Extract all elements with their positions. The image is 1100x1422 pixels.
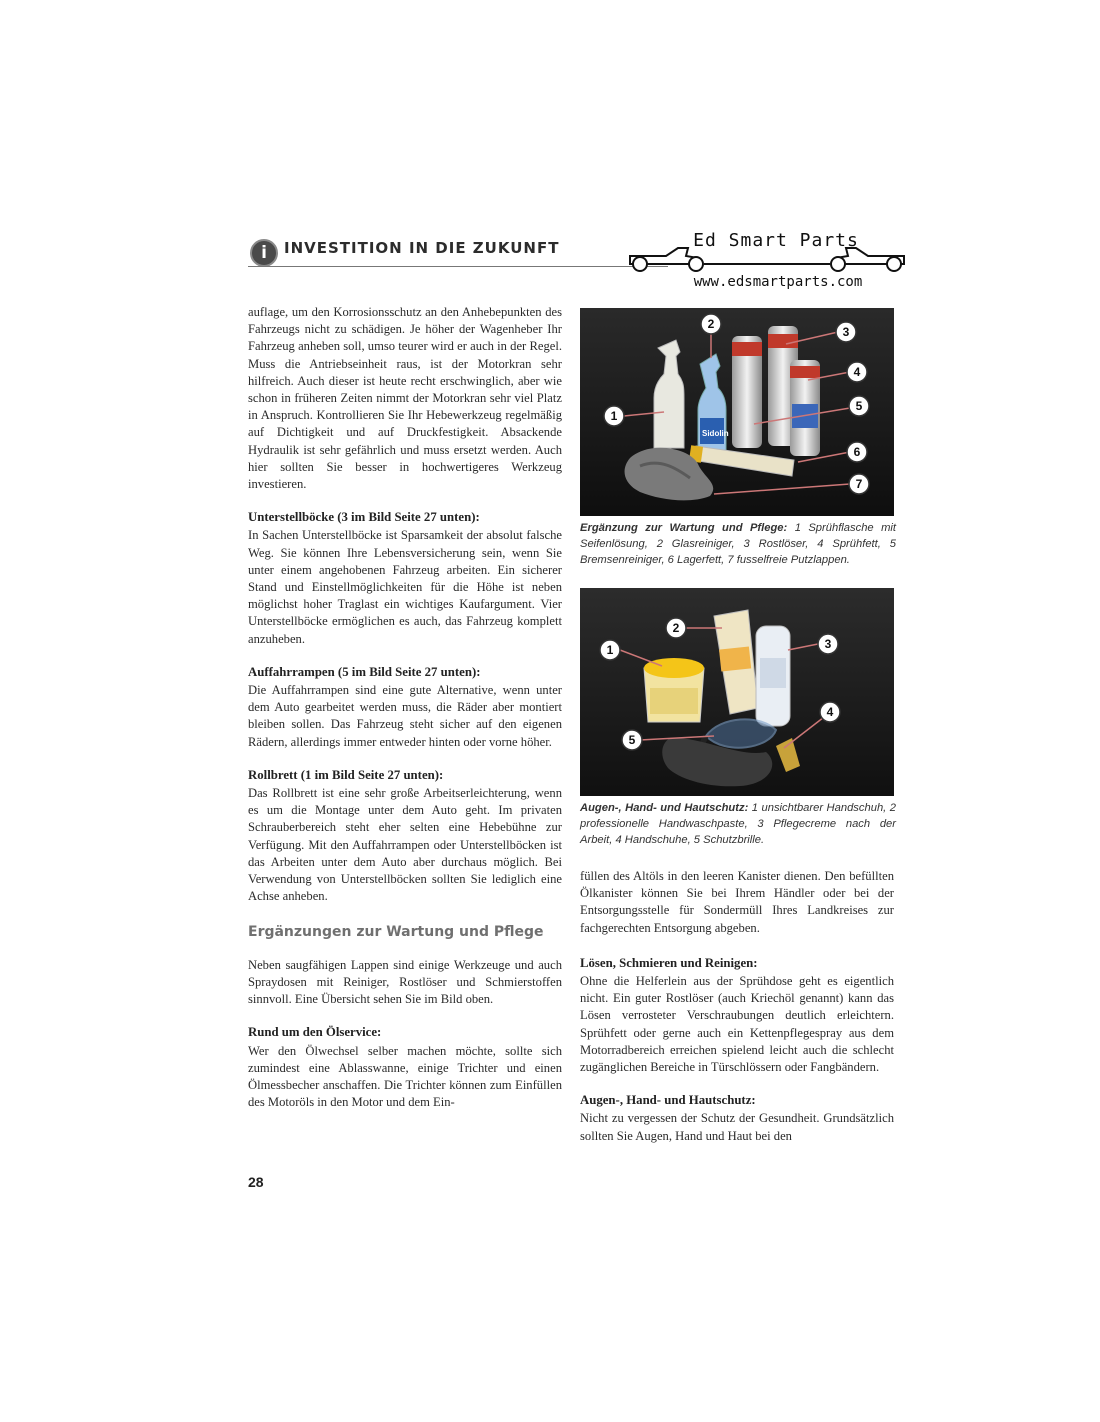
- page-header: [248, 230, 908, 296]
- caption-1-title: Ergänzung zur Wartung und Pflege:: [580, 522, 788, 534]
- callout-1: 1: [606, 643, 614, 657]
- logo-url: www.edsmartparts.com: [693, 274, 863, 290]
- subsection-title: Ergänzungen zur Wartung und Pflege: [248, 923, 544, 940]
- caption-2-text: 1 unsichtbarer Handschuh, 2 professionelle Handwaschpaste, 3 Pflegecreme nach der Arbeit, 4 Handschuhe, 5 Schutzbrille.: [580, 802, 896, 846]
- photo-protection-products: [580, 588, 894, 796]
- paragraph-unterstellboecke: In Sachen Unterstellböcke ist Sparsamkeit der absolut falsche Weg. Sie können Ihre Lebensversicherung sein, wenn Sie unter einem angehobenen Fahrzeug arbeiten. Ein sicherer Stand und Einstellmöglichkeiten für die Höhe ist neben möglichst hoher Traglast ein wichtiges Kaufargument. Vier Unterstellböcke ermöglichen es auch, das Fahrzeug komplett anzuheben.: [248, 528, 562, 646]
- paragraph-altoel: füllen des Altöls in den leeren Kanister dienen. Den befüllten Ölkanister können Sie bei Ihrem Händler oder bei der Entsorgungsstelle für Sondermüll Ihres Landkreises zur fachgerechten Entsorgung abgeben.: [580, 869, 894, 935]
- heading-oelservice: Rund um den Ölservice:: [248, 1025, 382, 1040]
- callout-5: 5: [628, 733, 636, 747]
- caption-2-title: Augen-, Hand- und Hautschutz:: [580, 802, 749, 814]
- callout-6: 6: [853, 445, 861, 459]
- paragraph-oelservice: Wer den Ölwechsel selber machen möchte, sollte sich zumindest eine Ablasswanne, einige Trichter und einen Ölmessbecher anschaffen. Die Trichter können zum Einfüllen des Motoröls in den Motor und dem Ein-: [248, 1043, 562, 1110]
- callout-3: 3: [842, 325, 850, 339]
- callout-4: 4: [826, 705, 834, 719]
- heading-schutz: Augen-, Hand- und Hautschutz:: [580, 1093, 756, 1108]
- callout-5: 5: [855, 399, 863, 413]
- caption-1-text: 1 Sprühflasche mit Seifenlösung, 2 Glasreiniger, 3 Rostlöser, 4 Sprühfett, 5 Bremsenreiniger, 6 Lagerfett, 7 fusselfreie Putzlappen.: [580, 522, 896, 566]
- paragraph-ergaenzungen: Neben saugfähigen Lappen sind einige Werkzeuge und auch Spraydosen mit Reiniger, Rostlöser und Schmierstoffen sinnvoll. Eine Übersicht sehen Sie im Bild oben.: [248, 957, 562, 1007]
- paragraph-loesen-schmieren: Ohne die Helferlein aus der Sprühdose geht es eigentlich nicht. Ein guter Rostlöser (auch Kriechöl genannt) kann das Lösen verrosteter Verschraubungen deutlich erleichtern. Sprühfett oder gerne auch ein Kettenpflegespray aus dem Motorradbereich erreichen spielend leicht auch die schlecht zugänglichen Bereiche in Türschlössern oder Fangbändern.: [580, 974, 894, 1075]
- watermark-logo: [626, 228, 908, 294]
- paragraph-auffahrrampen: Die Auffahrrampen sind eine gute Alternative, wenn unter dem Auto gearbeitet werden muss, die Räder aber montiert bleiben sollen. Das Fahrzeug steht sicher auf den eigenen Rädern, allerdings immer entweder hinten oder vorne höher.: [248, 683, 562, 749]
- header-rule: [248, 266, 668, 267]
- paragraph-rollbrett: Das Rollbrett ist eine sehr große Arbeitserleichterung, wenn es um die Montage unter dem Auto geht. Im privaten Schrauberbereich steht eher selten eine Hebebühne zur Verfügung. Mit den Auffahrrampen oder Unterstellböcken ist das Arbeiten unter dem Auto aber durchaus möglich. Bei Verwendung von Unterstellböcken sollten Sie lediglich eine Achse anheben.: [248, 786, 562, 904]
- heading-loesen-schmieren: Lösen, Schmieren und Reinigen:: [580, 955, 758, 970]
- callout-7: 7: [855, 477, 863, 491]
- paragraph-intro: auflage, um den Korrosionsschutz an den Anhebepunkten des Fahrzeugs nicht zu schädigen. Je höher der Wagenheber Ihr Fahrzeug anheben soll, umso teurer wird er auch in der Regel. Muss die Antriebseinheit raus, ist der Motorkran sehr hilfreich. Auch dieser ist heute recht erschwinglich, aber wie schon in früheren Zeiten nimmt der Motorkran sehr viel Platz in Anspruch. Kontrollieren Sie Ihr Hebewerkzeug regelmäßig auf Dichtigkeit und auf Druckfestigkeit. Absackende Hydraulik ist sehr gefährlich und muss ersetzt werden. Auch hier sollten Sie besser in hochwertigeres Werkzeug investieren.: [248, 305, 562, 492]
- right-column: [580, 868, 894, 1145]
- info-icon: i: [250, 239, 278, 267]
- callout-1: 1: [610, 409, 618, 423]
- callout-2: 2: [672, 621, 680, 635]
- callout-3: 3: [824, 637, 832, 651]
- callout-4: 4: [853, 365, 861, 379]
- caption-photo-2: [580, 800, 896, 848]
- caption-photo-1: [580, 520, 896, 568]
- logo-title: Ed Smart Parts: [693, 230, 859, 251]
- section-title: INVESTITION IN DIE ZUKUNFT: [284, 239, 560, 257]
- page-number: 28: [248, 1174, 264, 1190]
- heading-auffahrrampen: Auffahrrampen (5 im Bild Seite 27 unten):: [248, 664, 481, 679]
- heading-rollbrett: Rollbrett (1 im Bild Seite 27 unten):: [248, 767, 444, 782]
- heading-unterstellboecke: Unterstellböcke (3 im Bild Seite 27 unten):: [248, 510, 480, 525]
- callout-2: 2: [707, 317, 715, 331]
- left-column: [248, 304, 562, 1111]
- product-label-text: Sidolin: [702, 429, 729, 438]
- paragraph-schutz: Nicht zu vergessen der Schutz der Gesundheit. Grundsätzlich sollten Sie Augen, Hand und Haut bei den: [580, 1111, 894, 1143]
- photo-cleaning-products: [580, 308, 894, 516]
